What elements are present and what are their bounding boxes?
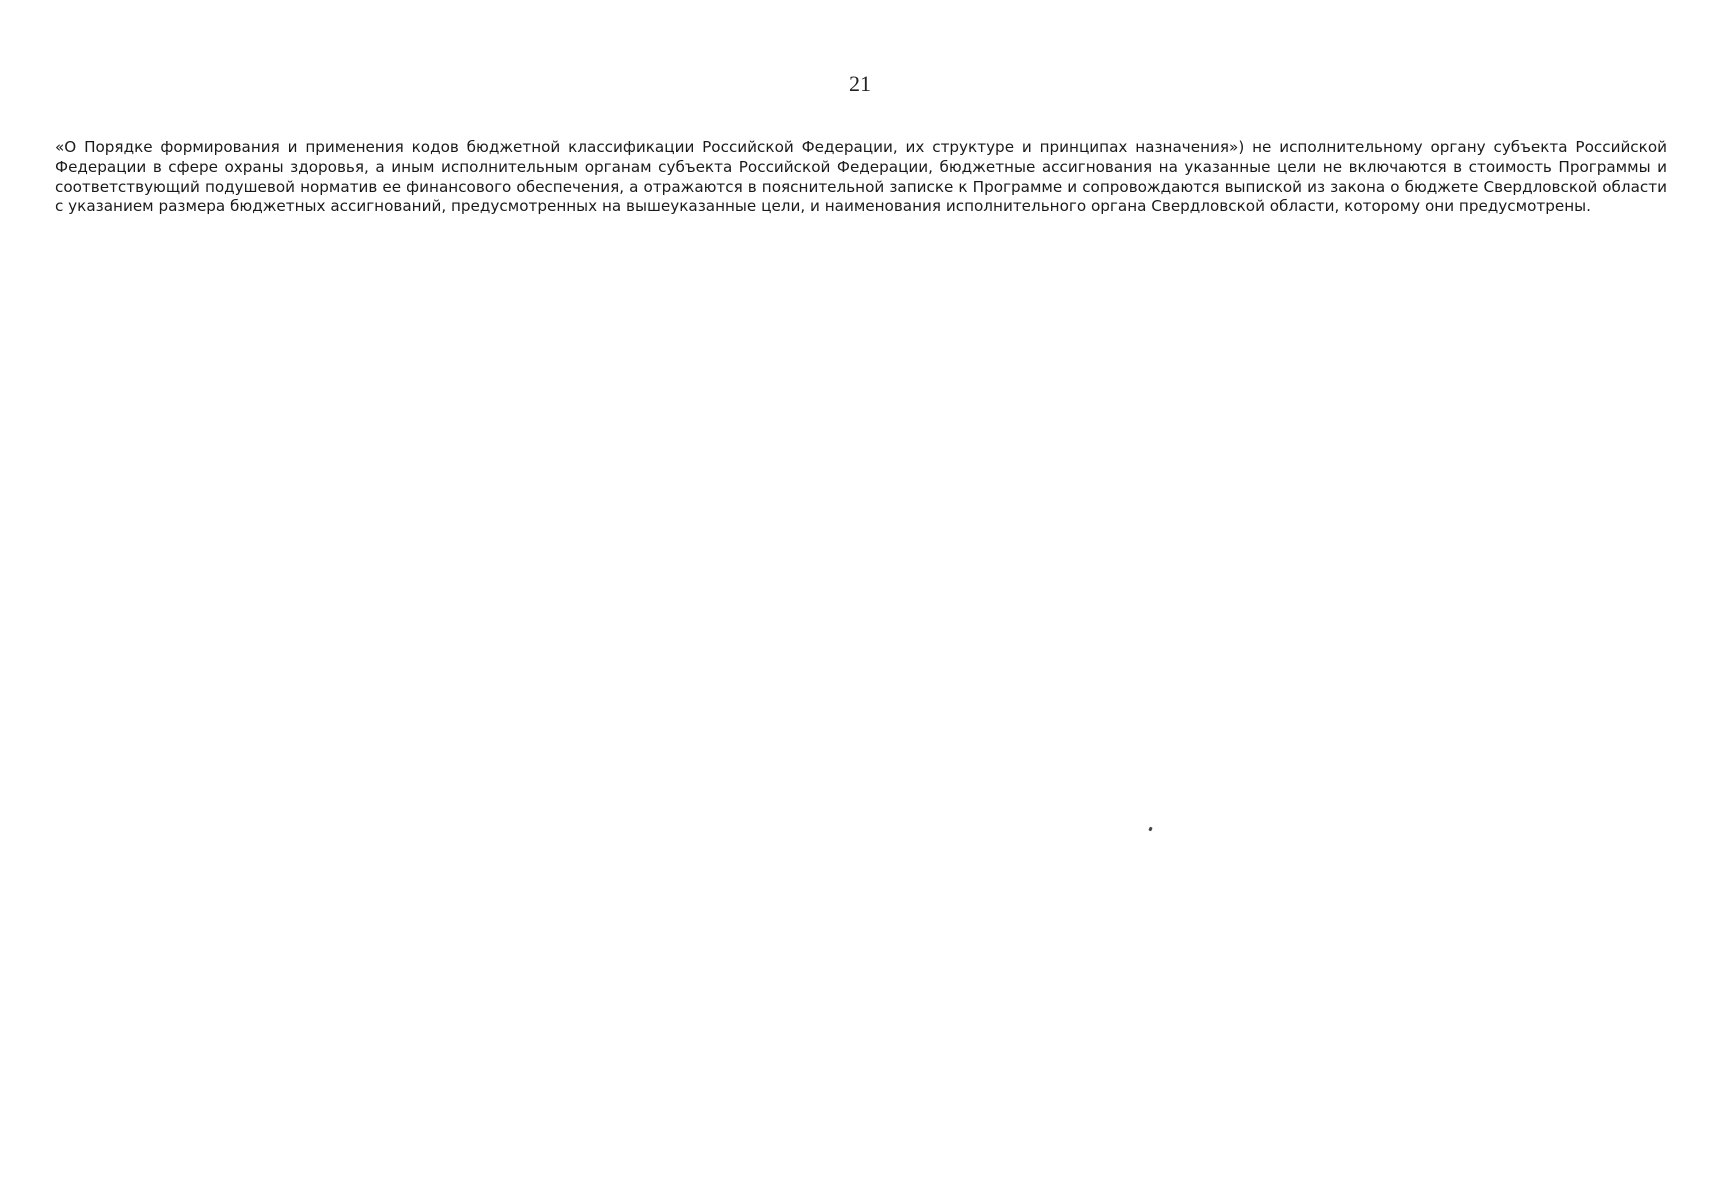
body-paragraph: «О Порядке формирования и применения кодов бюджетной классификации Российской Федерации, их структуре и принципах назначения») не исполнительному органу субъекта Российской Федерации в сфере охраны здоровья, а иным исполнительным органам субъекта Российской Федерации, бюджетные ассигнования на указанные цели не включаются в стоимость Программы и соответствующий подушевой норматив ее финансового обеспечения, а отражаются в пояснительной записке к Программе и сопровождаются выпиской из закона о бюджете Свердловской области с указанием размера бюджетных ассигнований, предусмотренных на вышеуказанные цели, и наименования исполнительного органа Свердловской области, которому они предусмотрены.	[55, 138, 1667, 216]
scan-artifact	[1148, 827, 1152, 832]
page-number: 21	[849, 71, 871, 96]
